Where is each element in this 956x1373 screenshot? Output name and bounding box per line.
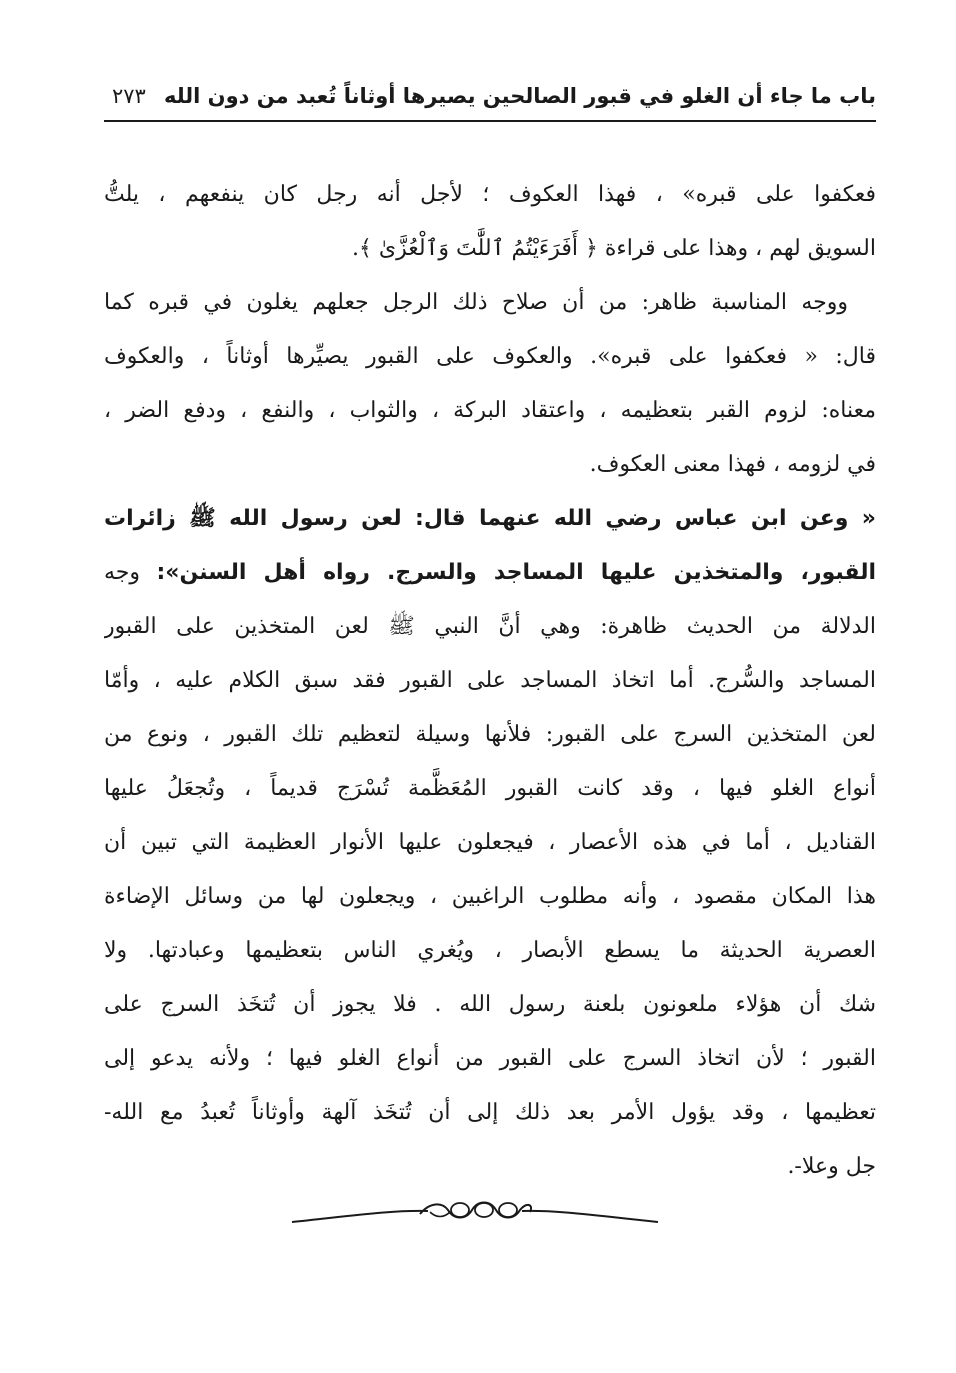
text-line: هذا المكان مقصود ، وأنه مطلوب الراغبين ، ويجعلون لها من وسائل الإضاءة: [104, 884, 876, 909]
hadith-text: القبور، والمتخذين عليها المساجد والسرج. رواه أهل السنن»:: [156, 560, 876, 585]
running-header: [104, 82, 876, 122]
text-line: ووجه المناسبة ظاهر: من أن صلاح ذلك الرجل جعلهم يغلون في قبره كما: [104, 290, 848, 315]
text-line: الدلالة من الحديث ظاهرة: وهي أنَّ النبي ﷺ لعن المتخذين على القبور: [104, 614, 876, 639]
hadith-commentary-start: وجه: [104, 560, 157, 585]
text-line: القبور ؛ لأن اتخاذ السرج على القبور من أنواع الغلو فيها ؛ ولأنه يدعو إلى: [104, 1046, 876, 1071]
text-line: لعن المتخذين السرج على القبور: فلأنها وسيلة لتعظيم تلك القبور ، ونوع من: [104, 722, 876, 747]
text-line: جل وعلا-.: [787, 1154, 876, 1179]
ornament-divider-icon: [290, 1196, 660, 1236]
text-line: قال: « فعكفوا على قبره». والعكوف على القبور يصيِّرها أوثاناً ، والعكوف: [104, 344, 876, 369]
text-line: العصرية الحديثة ما يسطع الأبصار ، ويُغري الناس بتعظيمها وعبادتها. ولا: [104, 938, 876, 963]
text-line: معناه: لزوم القبر بتعظيمه ، واعتقاد البركة ، والثواب ، والنفع ، ودفع الضر ،: [104, 398, 876, 423]
text-line: تعظيمها ، وقد يؤول الأمر بعد ذلك إلى أن تُتخَذ آلهة وأوثاناً تُعبدُ مع الله-: [104, 1100, 876, 1125]
hadith-line: « وعن ابن عباس رضي الله عنهما قال: لعن رسول الله ﷺ زائرات: [104, 506, 876, 531]
text-line: المساجد والسُّرج. أما اتخاذ المساجد على القبور فقد سبق الكلام عليه ، وأمّا: [104, 668, 876, 693]
text-line: القناديل ، أما في هذه الأعصار ، فيجعلون عليها الأنوار العظيمة التي تبين أن: [104, 830, 876, 855]
chapter-title: باب ما جاء أن الغلو في قبور الصالحين يصيرها أوثاناً تُعبد من دون الله: [163, 84, 876, 108]
page-number: ٢٧٣: [112, 84, 146, 108]
text-line: في لزومه ، فهذا معنى العكوف.: [589, 452, 876, 477]
header-rule: [104, 120, 876, 122]
hadith-line: [104, 546, 876, 600]
text-line: السويق لهم ، وهذا على قراءة ﴿ أَفَرَءَيْتُمُ ٱللَّٰتَ وَٱلْعُزَّىٰ ﴾.: [351, 236, 876, 261]
text-line: شك أن هؤلاء ملعونون بلعنة رسول الله . فلا يجوز أن تُتخَذ السرج على: [104, 992, 876, 1017]
body-text: [104, 168, 876, 1194]
text-line: أنواع الغلو فيها ، وقد كانت القبور المُعَظَّمة تُسْرَج قديماً ، وتُجعَلُ عليها: [104, 776, 876, 801]
text-line: فعكفوا على قبره» ، فهذا العكوف ؛ لأجل أنه رجل كان ينفعهم ، يلتُّ: [104, 182, 876, 207]
